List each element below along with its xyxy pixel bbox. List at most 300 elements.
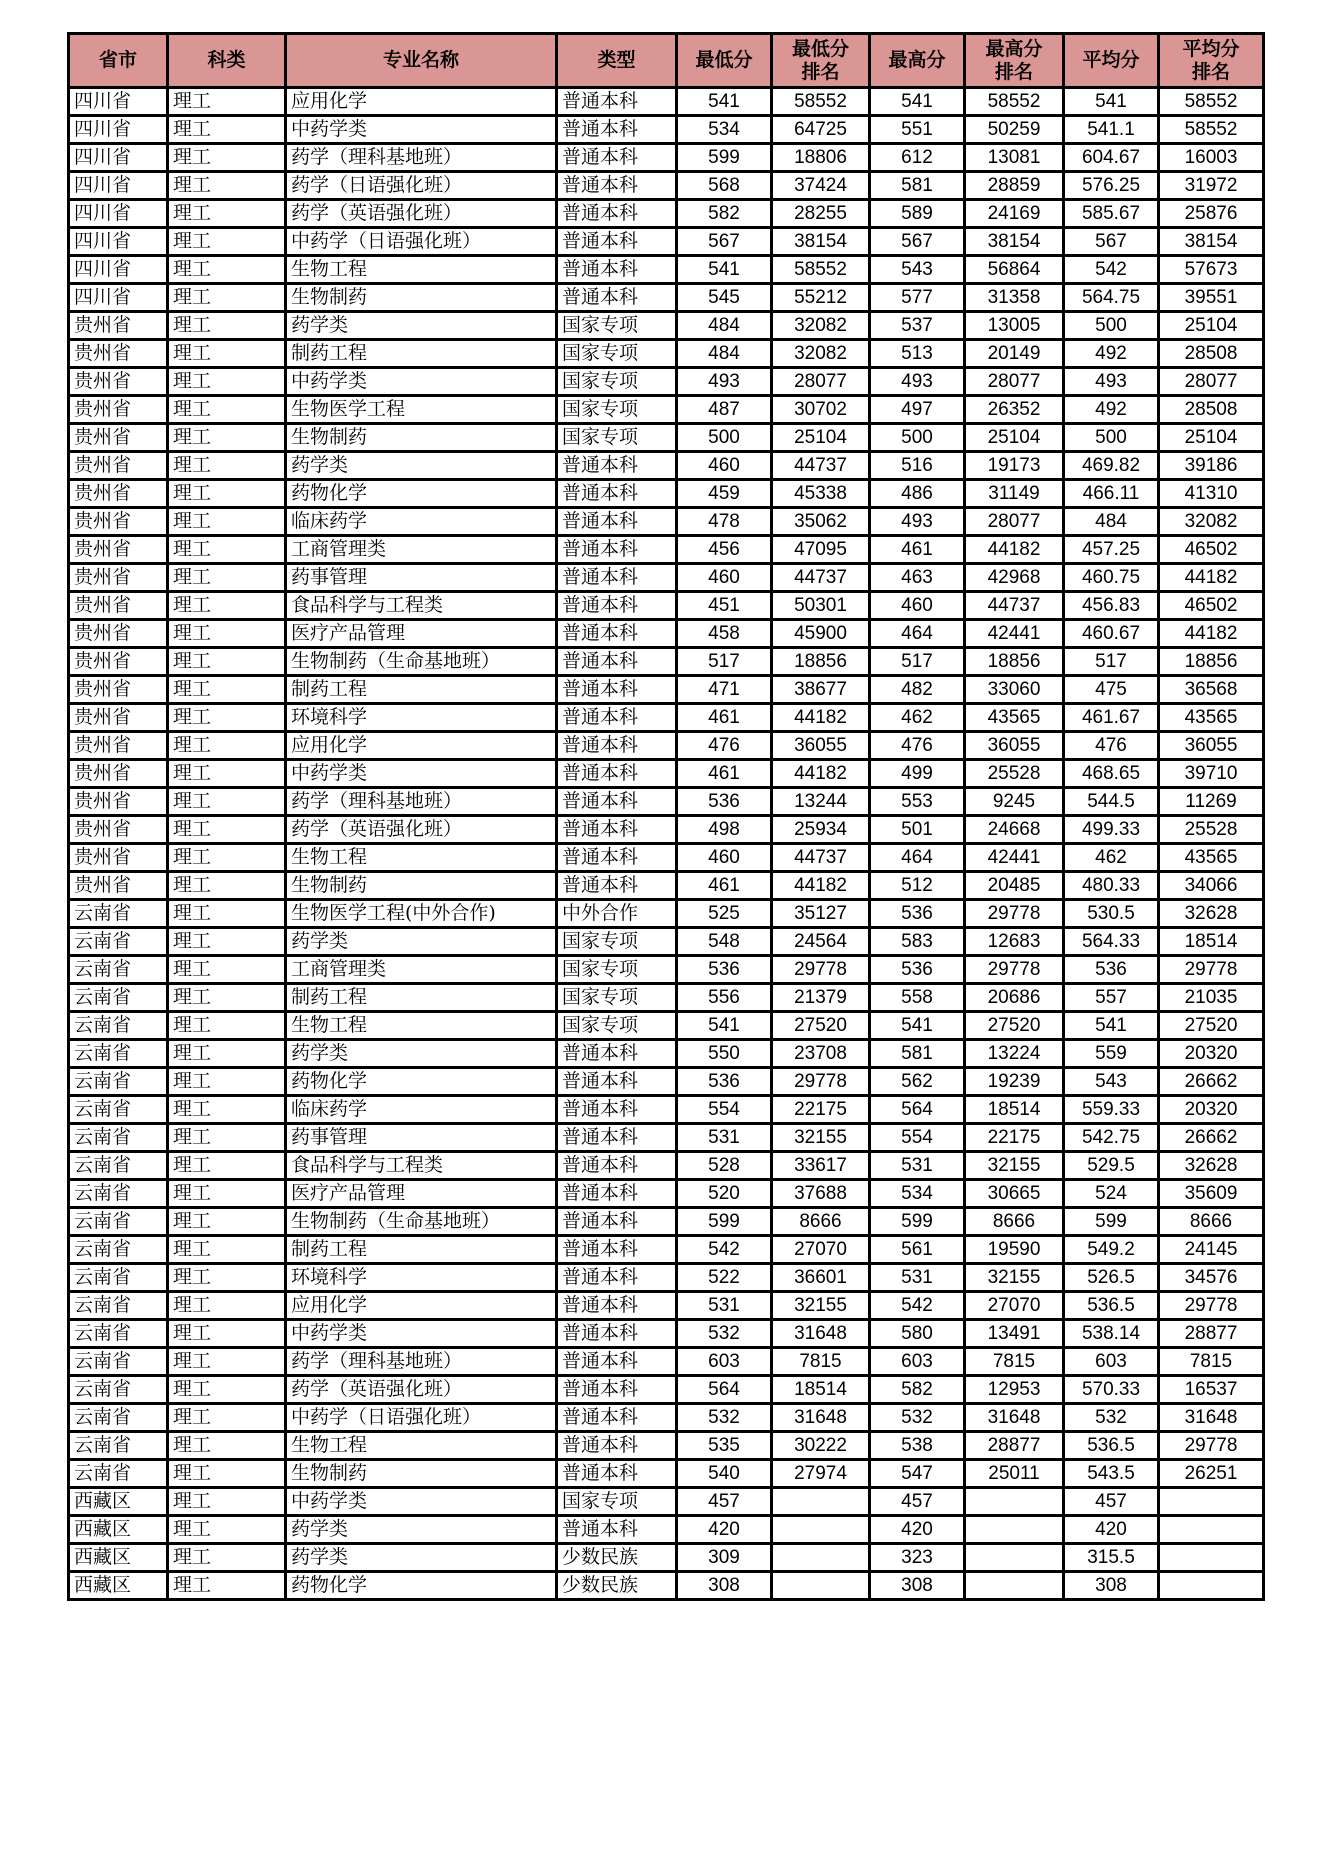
- cell-max-score: 457: [870, 1488, 965, 1516]
- cell-min-score-rank: 45900: [772, 620, 870, 648]
- cell-subject-category: 理工: [168, 956, 286, 984]
- table-row: [69, 1096, 1264, 1124]
- cell-subject-category: 理工: [168, 1236, 286, 1264]
- cell-subject-category: 理工: [168, 1432, 286, 1460]
- cell-type: 普通本科: [557, 1124, 677, 1152]
- cell-province: 贵州省: [69, 424, 168, 452]
- cell-min-score: 478: [677, 508, 772, 536]
- cell-type: 中外合作: [557, 900, 677, 928]
- cell-max-score-rank: 29778: [965, 900, 1064, 928]
- cell-min-score: 528: [677, 1152, 772, 1180]
- table-row: [69, 144, 1264, 172]
- cell-avg-score-rank: 43565: [1159, 844, 1264, 872]
- cell-min-score-rank: 8666: [772, 1208, 870, 1236]
- table-row: [69, 480, 1264, 508]
- cell-max-score: 537: [870, 312, 965, 340]
- cell-min-score-rank: 27974: [772, 1460, 870, 1488]
- table-row: [69, 816, 1264, 844]
- cell-min-score-rank: 38154: [772, 228, 870, 256]
- cell-min-score: 498: [677, 816, 772, 844]
- cell-max-score: 553: [870, 788, 965, 816]
- table-row: [69, 984, 1264, 1012]
- header-major-name: 专业名称: [286, 34, 557, 88]
- cell-max-score: 486: [870, 480, 965, 508]
- cell-avg-score-rank: 26251: [1159, 1460, 1264, 1488]
- cell-min-score-rank: 58552: [772, 256, 870, 284]
- cell-min-score-rank: 25934: [772, 816, 870, 844]
- cell-subject-category: 理工: [168, 536, 286, 564]
- cell-type: 普通本科: [557, 1516, 677, 1544]
- cell-min-score-rank: 18856: [772, 648, 870, 676]
- table-row: [69, 228, 1264, 256]
- cell-max-score-rank: 31648: [965, 1404, 1064, 1432]
- cell-avg-score: 462: [1064, 844, 1159, 872]
- cell-min-score: 554: [677, 1096, 772, 1124]
- cell-avg-score-rank: 28877: [1159, 1320, 1264, 1348]
- cell-min-score-rank: 31648: [772, 1320, 870, 1348]
- cell-min-score: 531: [677, 1292, 772, 1320]
- cell-min-score: 309: [677, 1544, 772, 1572]
- cell-max-score-rank: 32155: [965, 1152, 1064, 1180]
- cell-avg-score: 315.5: [1064, 1544, 1159, 1572]
- cell-min-score-rank: [772, 1572, 870, 1600]
- cell-max-score: 542: [870, 1292, 965, 1320]
- cell-major-name: 临床药学: [286, 508, 557, 536]
- cell-max-score-rank: 33060: [965, 676, 1064, 704]
- table-row: [69, 256, 1264, 284]
- header-max-score: 最高分: [870, 34, 965, 88]
- cell-max-score: 462: [870, 704, 965, 732]
- cell-avg-score-rank: 8666: [1159, 1208, 1264, 1236]
- cell-major-name: 制药工程: [286, 984, 557, 1012]
- cell-max-score-rank: [965, 1544, 1064, 1572]
- cell-type: 普通本科: [557, 1264, 677, 1292]
- table-row: [69, 1040, 1264, 1068]
- table-row: [69, 1124, 1264, 1152]
- cell-province: 云南省: [69, 1432, 168, 1460]
- cell-min-score: 457: [677, 1488, 772, 1516]
- table-row: [69, 172, 1264, 200]
- cell-max-score-rank: [965, 1488, 1064, 1516]
- cell-type: 国家专项: [557, 984, 677, 1012]
- cell-avg-score-rank: 39710: [1159, 760, 1264, 788]
- cell-avg-score: 461.67: [1064, 704, 1159, 732]
- cell-avg-score-rank: 26662: [1159, 1124, 1264, 1152]
- cell-avg-score-rank: 28508: [1159, 396, 1264, 424]
- cell-max-score: 580: [870, 1320, 965, 1348]
- cell-max-score-rank: 25104: [965, 424, 1064, 452]
- cell-type: 普通本科: [557, 256, 677, 284]
- table-row: [69, 592, 1264, 620]
- cell-type: 普通本科: [557, 228, 677, 256]
- cell-avg-score: 492: [1064, 340, 1159, 368]
- cell-min-score: 582: [677, 200, 772, 228]
- cell-subject-category: 理工: [168, 1096, 286, 1124]
- cell-min-score-rank: 27070: [772, 1236, 870, 1264]
- cell-max-score-rank: 42968: [965, 564, 1064, 592]
- cell-min-score-rank: 47095: [772, 536, 870, 564]
- cell-avg-score: 541: [1064, 1012, 1159, 1040]
- cell-max-score: 460: [870, 592, 965, 620]
- cell-max-score-rank: 19239: [965, 1068, 1064, 1096]
- cell-min-score: 522: [677, 1264, 772, 1292]
- cell-province: 云南省: [69, 1264, 168, 1292]
- cell-type: 国家专项: [557, 312, 677, 340]
- cell-avg-score: 524: [1064, 1180, 1159, 1208]
- cell-min-score: 517: [677, 648, 772, 676]
- cell-major-name: 食品科学与工程类: [286, 592, 557, 620]
- cell-min-score: 460: [677, 844, 772, 872]
- cell-avg-score: 538.14: [1064, 1320, 1159, 1348]
- cell-province: 云南省: [69, 900, 168, 928]
- cell-avg-score: 517: [1064, 648, 1159, 676]
- cell-avg-score-rank: 28508: [1159, 340, 1264, 368]
- cell-province: 云南省: [69, 928, 168, 956]
- cell-major-name: 生物工程: [286, 844, 557, 872]
- header-max-score-rank: 最高分 排名: [965, 34, 1064, 88]
- cell-type: 普通本科: [557, 508, 677, 536]
- cell-min-score: 471: [677, 676, 772, 704]
- cell-avg-score: 541: [1064, 88, 1159, 116]
- cell-max-score-rank: 50259: [965, 116, 1064, 144]
- cell-type: 国家专项: [557, 368, 677, 396]
- cell-max-score: 308: [870, 1572, 965, 1600]
- table-row: [69, 760, 1264, 788]
- cell-major-name: 制药工程: [286, 1236, 557, 1264]
- cell-min-score-rank: 36601: [772, 1264, 870, 1292]
- table-row: [69, 200, 1264, 228]
- cell-min-score-rank: 37424: [772, 172, 870, 200]
- cell-type: 普通本科: [557, 452, 677, 480]
- cell-avg-score: 500: [1064, 312, 1159, 340]
- cell-type: 普通本科: [557, 1180, 677, 1208]
- table-row: [69, 1376, 1264, 1404]
- cell-max-score: 583: [870, 928, 965, 956]
- cell-subject-category: 理工: [168, 340, 286, 368]
- cell-min-score: 461: [677, 760, 772, 788]
- cell-subject-category: 理工: [168, 1124, 286, 1152]
- cell-min-score: 599: [677, 144, 772, 172]
- cell-major-name: 生物制药: [286, 284, 557, 312]
- cell-province: 贵州省: [69, 620, 168, 648]
- cell-max-score: 512: [870, 872, 965, 900]
- table-row: [69, 1068, 1264, 1096]
- cell-type: 普通本科: [557, 1404, 677, 1432]
- cell-type: 普通本科: [557, 844, 677, 872]
- cell-min-score-rank: 44182: [772, 760, 870, 788]
- cell-avg-score-rank: 34066: [1159, 872, 1264, 900]
- cell-avg-score: 500: [1064, 424, 1159, 452]
- table-row: [69, 396, 1264, 424]
- cell-province: 云南省: [69, 1208, 168, 1236]
- cell-min-score-rank: 30222: [772, 1432, 870, 1460]
- cell-type: 普通本科: [557, 732, 677, 760]
- cell-avg-score-rank: 35609: [1159, 1180, 1264, 1208]
- cell-min-score-rank: 55212: [772, 284, 870, 312]
- cell-type: 普通本科: [557, 872, 677, 900]
- cell-max-score-rank: 12953: [965, 1376, 1064, 1404]
- cell-major-name: 药事管理: [286, 1124, 557, 1152]
- cell-max-score-rank: 32155: [965, 1264, 1064, 1292]
- cell-type: 国家专项: [557, 340, 677, 368]
- cell-type: 国家专项: [557, 928, 677, 956]
- cell-min-score: 532: [677, 1404, 772, 1432]
- cell-subject-category: 理工: [168, 144, 286, 172]
- cell-subject-category: 理工: [168, 1348, 286, 1376]
- cell-major-name: 生物制药（生命基地班）: [286, 648, 557, 676]
- table-row: [69, 1488, 1264, 1516]
- cell-subject-category: 理工: [168, 928, 286, 956]
- table-row: [69, 1264, 1264, 1292]
- cell-max-score-rank: 44182: [965, 536, 1064, 564]
- cell-max-score: 497: [870, 396, 965, 424]
- cell-province: 四川省: [69, 228, 168, 256]
- cell-min-score-rank: 44737: [772, 844, 870, 872]
- cell-avg-score-rank: 36055: [1159, 732, 1264, 760]
- cell-province: 西藏区: [69, 1544, 168, 1572]
- cell-min-score-rank: 28077: [772, 368, 870, 396]
- table-row: [69, 312, 1264, 340]
- cell-min-score-rank: 7815: [772, 1348, 870, 1376]
- cell-major-name: 环境科学: [286, 704, 557, 732]
- table-row: [69, 116, 1264, 144]
- cell-max-score-rank: 9245: [965, 788, 1064, 816]
- cell-avg-score-rank: [1159, 1544, 1264, 1572]
- cell-avg-score: 585.67: [1064, 200, 1159, 228]
- cell-min-score: 493: [677, 368, 772, 396]
- cell-min-score: 531: [677, 1124, 772, 1152]
- cell-major-name: 中药学类: [286, 116, 557, 144]
- cell-avg-score: 564.33: [1064, 928, 1159, 956]
- cell-avg-score-rank: [1159, 1572, 1264, 1600]
- cell-subject-category: 理工: [168, 1572, 286, 1600]
- header-row: [69, 34, 1264, 88]
- cell-min-score: 459: [677, 480, 772, 508]
- cell-province: 云南省: [69, 1096, 168, 1124]
- cell-province: 贵州省: [69, 704, 168, 732]
- cell-subject-category: 理工: [168, 396, 286, 424]
- cell-type: 普通本科: [557, 1208, 677, 1236]
- table-row: [69, 1152, 1264, 1180]
- cell-avg-score: 603: [1064, 1348, 1159, 1376]
- cell-subject-category: 理工: [168, 1068, 286, 1096]
- cell-avg-score-rank: 44182: [1159, 564, 1264, 592]
- cell-max-score-rank: 19590: [965, 1236, 1064, 1264]
- cell-max-score: 547: [870, 1460, 965, 1488]
- cell-avg-score: 564.75: [1064, 284, 1159, 312]
- table-row: [69, 844, 1264, 872]
- cell-max-score: 531: [870, 1152, 965, 1180]
- cell-avg-score-rank: 25104: [1159, 312, 1264, 340]
- cell-avg-score-rank: 58552: [1159, 116, 1264, 144]
- cell-max-score-rank: 44737: [965, 592, 1064, 620]
- cell-major-name: 制药工程: [286, 676, 557, 704]
- cell-avg-score-rank: 18514: [1159, 928, 1264, 956]
- table-row: [69, 872, 1264, 900]
- cell-province: 云南省: [69, 1012, 168, 1040]
- cell-subject-category: 理工: [168, 1264, 286, 1292]
- cell-avg-score-rank: 39186: [1159, 452, 1264, 480]
- cell-avg-score: 493: [1064, 368, 1159, 396]
- cell-province: 四川省: [69, 284, 168, 312]
- cell-avg-score-rank: 21035: [1159, 984, 1264, 1012]
- cell-min-score: 484: [677, 340, 772, 368]
- cell-avg-score-rank: 25528: [1159, 816, 1264, 844]
- cell-avg-score-rank: [1159, 1516, 1264, 1544]
- cell-province: 贵州省: [69, 508, 168, 536]
- cell-type: 普通本科: [557, 536, 677, 564]
- table-row: [69, 1208, 1264, 1236]
- cell-avg-score-rank: 29778: [1159, 956, 1264, 984]
- cell-major-name: 药学（英语强化班）: [286, 816, 557, 844]
- cell-min-score: 476: [677, 732, 772, 760]
- cell-max-score: 531: [870, 1264, 965, 1292]
- cell-max-score: 599: [870, 1208, 965, 1236]
- cell-avg-score-rank: 34576: [1159, 1264, 1264, 1292]
- table-row: [69, 1348, 1264, 1376]
- cell-type: 少数民族: [557, 1572, 677, 1600]
- cell-min-score: 556: [677, 984, 772, 1012]
- cell-type: 普通本科: [557, 620, 677, 648]
- cell-avg-score-rank: 26662: [1159, 1068, 1264, 1096]
- cell-subject-category: 理工: [168, 620, 286, 648]
- cell-max-score-rank: 25528: [965, 760, 1064, 788]
- cell-max-score-rank: 13081: [965, 144, 1064, 172]
- cell-avg-score: 475: [1064, 676, 1159, 704]
- cell-subject-category: 理工: [168, 1208, 286, 1236]
- table-row: [69, 1012, 1264, 1040]
- cell-min-score-rank: [772, 1544, 870, 1572]
- cell-type: 普通本科: [557, 704, 677, 732]
- cell-avg-score-rank: 38154: [1159, 228, 1264, 256]
- cell-avg-score: 484: [1064, 508, 1159, 536]
- cell-min-score-rank: 37688: [772, 1180, 870, 1208]
- cell-min-score-rank: 18806: [772, 144, 870, 172]
- table-row: [69, 340, 1264, 368]
- cell-min-score-rank: 21379: [772, 984, 870, 1012]
- table-row: [69, 732, 1264, 760]
- cell-min-score: 458: [677, 620, 772, 648]
- cell-min-score: 500: [677, 424, 772, 452]
- cell-subject-category: 理工: [168, 116, 286, 144]
- cell-max-score: 581: [870, 1040, 965, 1068]
- cell-major-name: 生物工程: [286, 1432, 557, 1460]
- cell-subject-category: 理工: [168, 844, 286, 872]
- cell-major-name: 食品科学与工程类: [286, 1152, 557, 1180]
- cell-min-score: 484: [677, 312, 772, 340]
- cell-max-score: 603: [870, 1348, 965, 1376]
- cell-avg-score: 541.1: [1064, 116, 1159, 144]
- cell-min-score-rank: 38677: [772, 676, 870, 704]
- cell-major-name: 生物医学工程: [286, 396, 557, 424]
- cell-type: 普通本科: [557, 1348, 677, 1376]
- cell-subject-category: 理工: [168, 1012, 286, 1040]
- cell-subject-category: 理工: [168, 508, 286, 536]
- cell-major-name: 制药工程: [286, 340, 557, 368]
- cell-province: 贵州省: [69, 648, 168, 676]
- cell-province: 贵州省: [69, 564, 168, 592]
- cell-subject-category: 理工: [168, 172, 286, 200]
- cell-max-score-rank: 27520: [965, 1012, 1064, 1040]
- cell-min-score: 541: [677, 1012, 772, 1040]
- cell-min-score: 542: [677, 1236, 772, 1264]
- cell-max-score-rank: 28877: [965, 1432, 1064, 1460]
- cell-min-score: 564: [677, 1376, 772, 1404]
- cell-subject-category: 理工: [168, 648, 286, 676]
- table-row: [69, 928, 1264, 956]
- cell-major-name: 应用化学: [286, 88, 557, 116]
- cell-min-score: 550: [677, 1040, 772, 1068]
- cell-max-score-rank: 13005: [965, 312, 1064, 340]
- cell-major-name: 临床药学: [286, 1096, 557, 1124]
- cell-province: 贵州省: [69, 760, 168, 788]
- cell-max-score-rank: 28859: [965, 172, 1064, 200]
- cell-max-score-rank: 58552: [965, 88, 1064, 116]
- cell-province: 云南省: [69, 1124, 168, 1152]
- cell-min-score: 461: [677, 872, 772, 900]
- table-row: [69, 424, 1264, 452]
- cell-min-score-rank: 22175: [772, 1096, 870, 1124]
- cell-type: 普通本科: [557, 676, 677, 704]
- cell-max-score: 562: [870, 1068, 965, 1096]
- cell-min-score-rank: 30702: [772, 396, 870, 424]
- cell-major-name: 药学类: [286, 928, 557, 956]
- cell-province: 贵州省: [69, 312, 168, 340]
- cell-min-score: 532: [677, 1320, 772, 1348]
- table-row: [69, 284, 1264, 312]
- table-row: [69, 536, 1264, 564]
- cell-type: 国家专项: [557, 424, 677, 452]
- admission-score-table: [67, 32, 1265, 1601]
- cell-type: 普通本科: [557, 816, 677, 844]
- cell-min-score: 520: [677, 1180, 772, 1208]
- cell-avg-score-rank: 18856: [1159, 648, 1264, 676]
- cell-type: 普通本科: [557, 144, 677, 172]
- cell-max-score-rank: [965, 1516, 1064, 1544]
- cell-max-score-rank: 31149: [965, 480, 1064, 508]
- cell-subject-category: 理工: [168, 816, 286, 844]
- cell-max-score: 541: [870, 1012, 965, 1040]
- cell-province: 贵州省: [69, 452, 168, 480]
- cell-major-name: 工商管理类: [286, 536, 557, 564]
- cell-province: 贵州省: [69, 592, 168, 620]
- cell-avg-score-rank: 27520: [1159, 1012, 1264, 1040]
- table-row: [69, 1460, 1264, 1488]
- cell-min-score: 603: [677, 1348, 772, 1376]
- cell-province: 云南省: [69, 1320, 168, 1348]
- cell-province: 云南省: [69, 1068, 168, 1096]
- cell-avg-score-rank: 29778: [1159, 1292, 1264, 1320]
- cell-avg-score-rank: 44182: [1159, 620, 1264, 648]
- cell-type: 普通本科: [557, 172, 677, 200]
- cell-type: 普通本科: [557, 1320, 677, 1348]
- cell-type: 普通本科: [557, 788, 677, 816]
- cell-province: 贵州省: [69, 536, 168, 564]
- cell-type: 国家专项: [557, 396, 677, 424]
- cell-province: 贵州省: [69, 872, 168, 900]
- cell-major-name: 药学类: [286, 452, 557, 480]
- cell-major-name: 生物医学工程(中外合作): [286, 900, 557, 928]
- cell-avg-score: 480.33: [1064, 872, 1159, 900]
- table-row: [69, 956, 1264, 984]
- cell-min-score-rank: 18514: [772, 1376, 870, 1404]
- cell-avg-score: 468.65: [1064, 760, 1159, 788]
- cell-max-score: 482: [870, 676, 965, 704]
- cell-max-score: 564: [870, 1096, 965, 1124]
- cell-min-score-rank: 13244: [772, 788, 870, 816]
- cell-min-score-rank: 32155: [772, 1292, 870, 1320]
- cell-max-score: 589: [870, 200, 965, 228]
